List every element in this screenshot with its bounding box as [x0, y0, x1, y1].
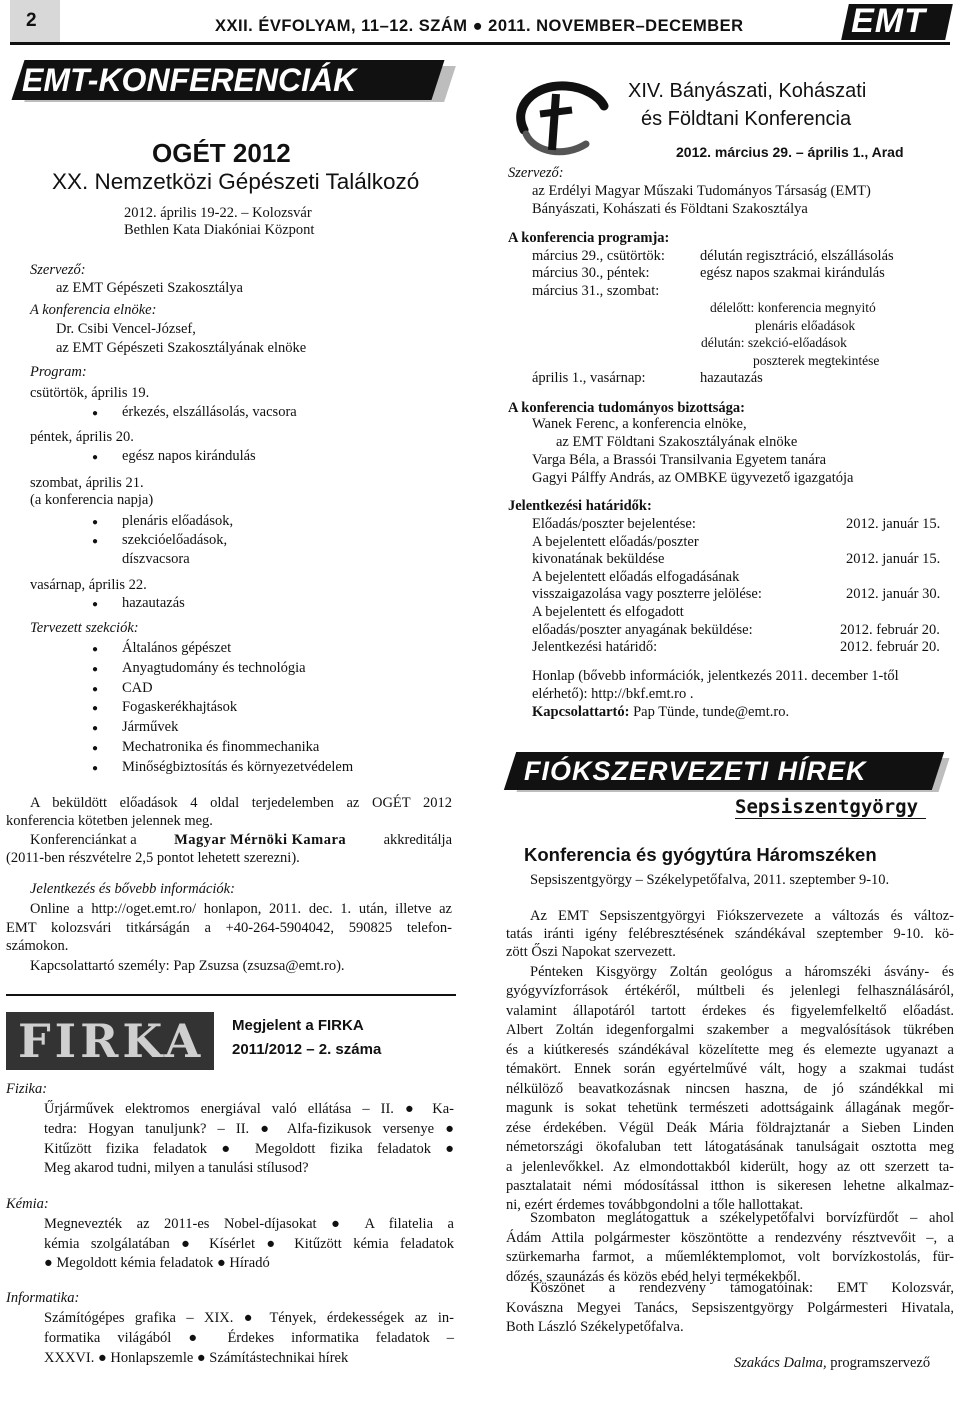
banner-title: FIÓKSZERVEZETI HÍREK	[524, 756, 867, 786]
program-note: (a konferencia napja)	[30, 492, 154, 508]
informatika-text: XXXVI. ● Honlapszemle ● Számítástechnikai hírek	[44, 1350, 349, 1366]
fizika-text: Űrjárművek elektromos energiával való ellátása – II. ● Ka-	[44, 1101, 454, 1117]
committee-member: Varga Béla, a Brassói Transilvania Egyetem tanára	[532, 452, 827, 468]
deadline-item: kivonatának beküldése	[532, 551, 665, 567]
program-day: március 29., csütörtök:	[532, 248, 665, 264]
chamber-name: Magyar Mérnöki Kamara	[174, 832, 347, 848]
registration-text: Online a http://oget.emt.ro/ honlapon, 2011. dec. 1. után, illetve az	[30, 901, 452, 917]
registration-text: EMT kolozsvári titkárságán a +40-264-5904042, 590825 telefon-	[6, 920, 452, 936]
author-line	[734, 1355, 930, 1372]
bullet-icon: ●	[92, 536, 99, 547]
program-item: poszterek megtekintése	[753, 353, 880, 368]
chair-role: az EMT Gépészeti Szakosztályának elnöke	[56, 340, 307, 356]
deadline-date: 2012. január 15.	[846, 516, 941, 532]
bullet-icon: ●	[92, 517, 99, 528]
deadline-date: 2012. február 20.	[840, 622, 940, 638]
article-line: és a kiútkeresés szándékával közelítette meg és elemezte ugyanazt a	[506, 1041, 954, 1058]
article-line: pasztalatait némi módosítással itthon is sikeresen lehetne alkalmaz-	[506, 1177, 954, 1194]
informatika-text: formatika világából ● Érdekes informatika feladatok –	[44, 1330, 454, 1346]
program-item: egész napos kirándulás	[122, 448, 256, 464]
contact-value: Pap Tünde, tunde@emt.ro.	[633, 704, 790, 720]
fizika-label: Fizika:	[6, 1081, 48, 1097]
organizer: az EMT Gépészeti Szakosztálya	[56, 280, 243, 296]
mining-conf-date: 2012. március 29. – április 1., Arad	[676, 144, 904, 160]
organizer: Bányászati, Kohászati és Földtani Szakosztálya	[532, 201, 808, 217]
banner-title: EMT-KONFERENCIÁK	[22, 62, 357, 98]
article-line: ni, ezért érdemes továbbgondolni a tőle hallottakat.	[506, 1197, 804, 1214]
organizer: az Erdélyi Magyar Műszaki Tudományos Társaság (EMT)	[532, 183, 871, 199]
program-day: április 1., vasárnap:	[532, 370, 646, 386]
bullet-icon: ●	[92, 664, 99, 675]
branch-name: Sepsiszentgyörgy	[735, 796, 926, 819]
program-item: délután regisztráció, elszállásolás	[700, 248, 894, 264]
page-number-box	[10, 0, 60, 42]
program-label: A konferencia programja:	[508, 230, 670, 246]
emt-logo-text: EMT	[851, 2, 926, 40]
mining-conf-title: XIV. Bányászati, Kohászati	[628, 80, 867, 102]
program-label: Program:	[30, 364, 87, 380]
bullet-icon: ●	[92, 599, 99, 610]
para-volume-cont: konferencia kötetben jelennek meg.	[6, 813, 213, 829]
article-line: Az EMT Sepsiszentgyörgyi Fiókszervezete a változás és változ-	[530, 908, 954, 924]
committee-label: A konferencia tudományos bizottsága:	[508, 400, 745, 416]
kemia-text: kémia szolgálatában ● Kísérlet ● Kitűzött kémia feladatok	[44, 1236, 454, 1252]
article-line: magunk is sokat tehetünk természeti adottságaink állagának megőr-	[506, 1100, 954, 1117]
program-item: plenáris előadások	[755, 318, 856, 333]
firka-title: Megjelent a FIRKA	[232, 1017, 364, 1034]
issue-header: XXII. ÉVFOLYAM, 11–12. SZÁM ● 2011. NOVEMBER–DECEMBER	[215, 17, 744, 35]
organizer-label: Szervező:	[508, 165, 564, 181]
program-item: egész napos szakmai kirándulás	[700, 265, 885, 281]
program-day: csütörtök, április 19.	[30, 385, 150, 401]
chair-label: A konferencia elnöke:	[30, 302, 157, 318]
article-line: dőzés, szaunázás és közös ebéd helyi termékekből.	[506, 1268, 801, 1285]
kemia-text: ● Megoldott kémia feladatok ● Híradó	[44, 1255, 270, 1271]
program-item: díszvacsora	[122, 551, 190, 567]
para-volume: A beküldött előadások 4 oldal terjedelemben az OGÉT 2012	[30, 795, 452, 811]
program-item: érkezés, elszállásolás, vacsora	[122, 404, 297, 420]
article-line: nélkülöző beavatkozásnak nincsen haszna, de jó szándékkal mi	[506, 1080, 954, 1097]
article-subtitle: Sepsiszentgyörgy – Székelypetőfalva, 2011. szeptember 9-10.	[530, 872, 890, 888]
article-line: valamint állapotáról tartott érdekes és figyelemfelkeltő előadást.	[506, 1002, 954, 1019]
sections-label: Tervezett szekciók:	[30, 620, 139, 636]
fizika-text: Kitűzött fizika feladatok ● Megoldott fizika feladatok ●	[44, 1141, 454, 1157]
emt-logo	[841, 4, 953, 40]
committee-member: Wanek Ferenc, a konferencia elnöke,	[532, 416, 747, 432]
bullet-icon: ●	[92, 703, 99, 714]
committee-member: az EMT Földtani Szakosztályának elnöke	[556, 434, 798, 450]
article-line: zött Őszi Napokat szervezett.	[506, 944, 676, 961]
deadline-date: 2012. február 20.	[840, 639, 940, 655]
deadline-item: A bejelentett előadás elfogadásának	[532, 569, 740, 585]
contact-label: Kapcsolattartó:	[532, 704, 630, 720]
article-line: Ádám Attila polgármester köszöntötte a rendezvény résztvevőit –, a	[506, 1229, 954, 1246]
program-item: hazautazás	[700, 370, 763, 386]
accreditation-verb: akkreditálja	[383, 832, 452, 848]
article-line: Szombaton meglátogattuk a székelypetőfalvi borvízfürdőt – ahol	[530, 1210, 954, 1226]
deadlines-label: Jelentkezési határidők:	[508, 498, 652, 514]
program-day: március 31., szombat:	[532, 283, 660, 299]
fiokszervezeti-banner	[504, 752, 944, 790]
program-item: plenáris előadások,	[122, 513, 234, 529]
program-day: március 30., péntek:	[532, 265, 650, 281]
oget-venue: Bethlen Kata Diakóniai Központ	[124, 222, 315, 238]
article-line: Pénteken Kisgyörgy Zoltán geológus a háromszéki ásvány- és	[530, 964, 954, 980]
deadline-item: visszaigazolása vagy poszterre jelölése:	[532, 586, 762, 602]
para-accreditation-cont: (2011-ben részvételre 2,5 pontot lehetett szerezni).	[6, 850, 300, 866]
homepage-text: Honlap (bővebb információk, jelentkezés 2011. december 1-től	[532, 668, 899, 684]
informatika-text: Számítógépes grafika – XIX. ● Tények, érdekességek az in-	[44, 1310, 454, 1326]
article-line: témakört. Ennek során egyértelművé vált, hogy a szakmai tudást	[506, 1061, 954, 1078]
program-day: vasárnap, április 22.	[30, 577, 147, 593]
oget-subtitle: XX. Nemzetközi Gépészeti Találkozó	[52, 169, 420, 194]
organizer-label: Szervező:	[30, 262, 86, 278]
oget-date: 2012. április 19-22. – Kolozsvár	[124, 205, 312, 221]
page-number: 2	[26, 10, 37, 31]
chair-name: Dr. Csibi Vencel-József,	[56, 321, 196, 337]
section-rule	[6, 994, 456, 996]
article-title: Konferencia és gyógytúra Háromszéken	[524, 844, 877, 865]
section-item: Járművek	[122, 719, 179, 735]
committee-member: Gagyi Pálffy András, az OMBKE ügyvezető igazgatója	[532, 470, 854, 486]
bullet-icon: ●	[92, 743, 99, 754]
kemia-text: Megnevezték az 2011-es Nobel-díjasokat ● A filatelia a	[44, 1216, 454, 1232]
homepage-text: elérhető): http://bkf.emt.ro .	[532, 686, 694, 702]
kemia-label: Kémia:	[6, 1196, 49, 1212]
program-day: péntek, április 20.	[30, 429, 134, 445]
article-line: Köszönet a rendezvény támogatóinak: EMT Kolozsvár,	[530, 1280, 954, 1296]
informatika-label: Informatika:	[6, 1290, 80, 1306]
program-item: hazautazás	[122, 595, 185, 611]
fizika-text: tedra: Hogyan tanuljunk? – II. ● Alfa-fizikusok versenye ●	[44, 1121, 454, 1137]
contact-person: Kapcsolattartó személy: Pap Zsuzsa (zsuzsa@emt.ro).	[30, 958, 345, 974]
deadline-date: 2012. január 30.	[846, 586, 941, 602]
program-day: szombat, április 21.	[30, 475, 144, 491]
fizika-text: Meg akarod tudni, milyen a tanulási stílusod?	[44, 1160, 309, 1176]
firka-logo-text: FIRKA	[18, 1014, 205, 1068]
bullet-icon: ●	[92, 723, 99, 734]
firka-issue: 2011/2012 – 2. száma	[232, 1041, 382, 1058]
article-line: a jelenlevőkkel. Az elmondottakból kiderült, hogy az ott szerzett ta-	[506, 1158, 954, 1175]
deadline-item: előadás/poszter anyagának beküldése:	[532, 622, 753, 638]
program-item: szekcióelőadások,	[122, 532, 228, 548]
section-item: Általános gépészet	[122, 640, 232, 656]
accreditation-text: Konferenciánkat a	[30, 832, 137, 848]
program-item: délután: szekció-előadások	[701, 335, 847, 350]
bullet-icon: ●	[92, 452, 99, 463]
article-line: Both László Székelypetőfalva.	[506, 1319, 684, 1335]
article-line: szürkemarha farmot, a műemléktemplomot, volt borvízkostolás, für-	[506, 1249, 954, 1265]
deadline-date: 2012. január 15.	[846, 551, 941, 567]
deadline-item: A bejelentett és elfogadott	[532, 604, 684, 620]
para-accreditation	[30, 832, 452, 849]
article-line: zése érdekében. Végül Deák Mária földrajztanár a Sieben Linden	[506, 1119, 954, 1136]
article-line: Kovászna Megyei Tanács, Sepsiszentgyörgy Polgármesteri Hivatala,	[506, 1299, 954, 1316]
author-role: programszervező	[830, 1355, 931, 1371]
deadline-item: Előadás/poszter bejelentése:	[532, 516, 696, 532]
emt-konferenciak-banner	[12, 60, 445, 100]
bullet-icon: ●	[92, 763, 99, 774]
deadline-item: A bejelentett előadás/poszter	[532, 534, 699, 550]
firka-logo	[6, 1012, 214, 1070]
mining-conference-logo	[504, 72, 614, 162]
mining-conf-subtitle: és Földtani Konferencia	[641, 108, 852, 130]
author-name: Szakács Dalma,	[734, 1355, 827, 1371]
article-line: tatás iránti igény felébresztésének szándékával szeptember 9-10. kö-	[506, 926, 954, 943]
article-line: németországi ökofaluban tett látogatásának tanulságait osztotta meg	[506, 1139, 954, 1156]
bullet-icon: ●	[92, 408, 99, 419]
section-item: CAD	[122, 680, 153, 696]
oget-title: OGÉT 2012	[152, 138, 291, 168]
section-item: Anyagtudomány és technológia	[122, 660, 306, 676]
article-line: gyógyvízforrások értékéről, múltbeli és jelenlegi felhasználásáról,	[506, 983, 954, 1000]
section-item: Minőségbiztosítás és környezetvédelem	[122, 759, 354, 775]
bullet-icon: ●	[92, 684, 99, 695]
registration-label: Jelentkezés és bővebb információk:	[30, 881, 235, 897]
article-line: Albert Zoltán idegenforgalmi szakember a megvalósítások tükrében	[506, 1022, 954, 1039]
registration-text: számokon.	[6, 938, 69, 954]
contact-line	[532, 704, 789, 721]
bullet-icon: ●	[92, 644, 99, 655]
section-item: Fogaskerékhajtások	[122, 699, 238, 715]
program-item: délelőtt: konferencia megnyitó	[710, 300, 876, 315]
section-item: Mechatronika és finommechanika	[122, 739, 320, 755]
deadline-item: Jelentkezési határidő:	[532, 639, 658, 655]
header-rule	[10, 42, 950, 45]
